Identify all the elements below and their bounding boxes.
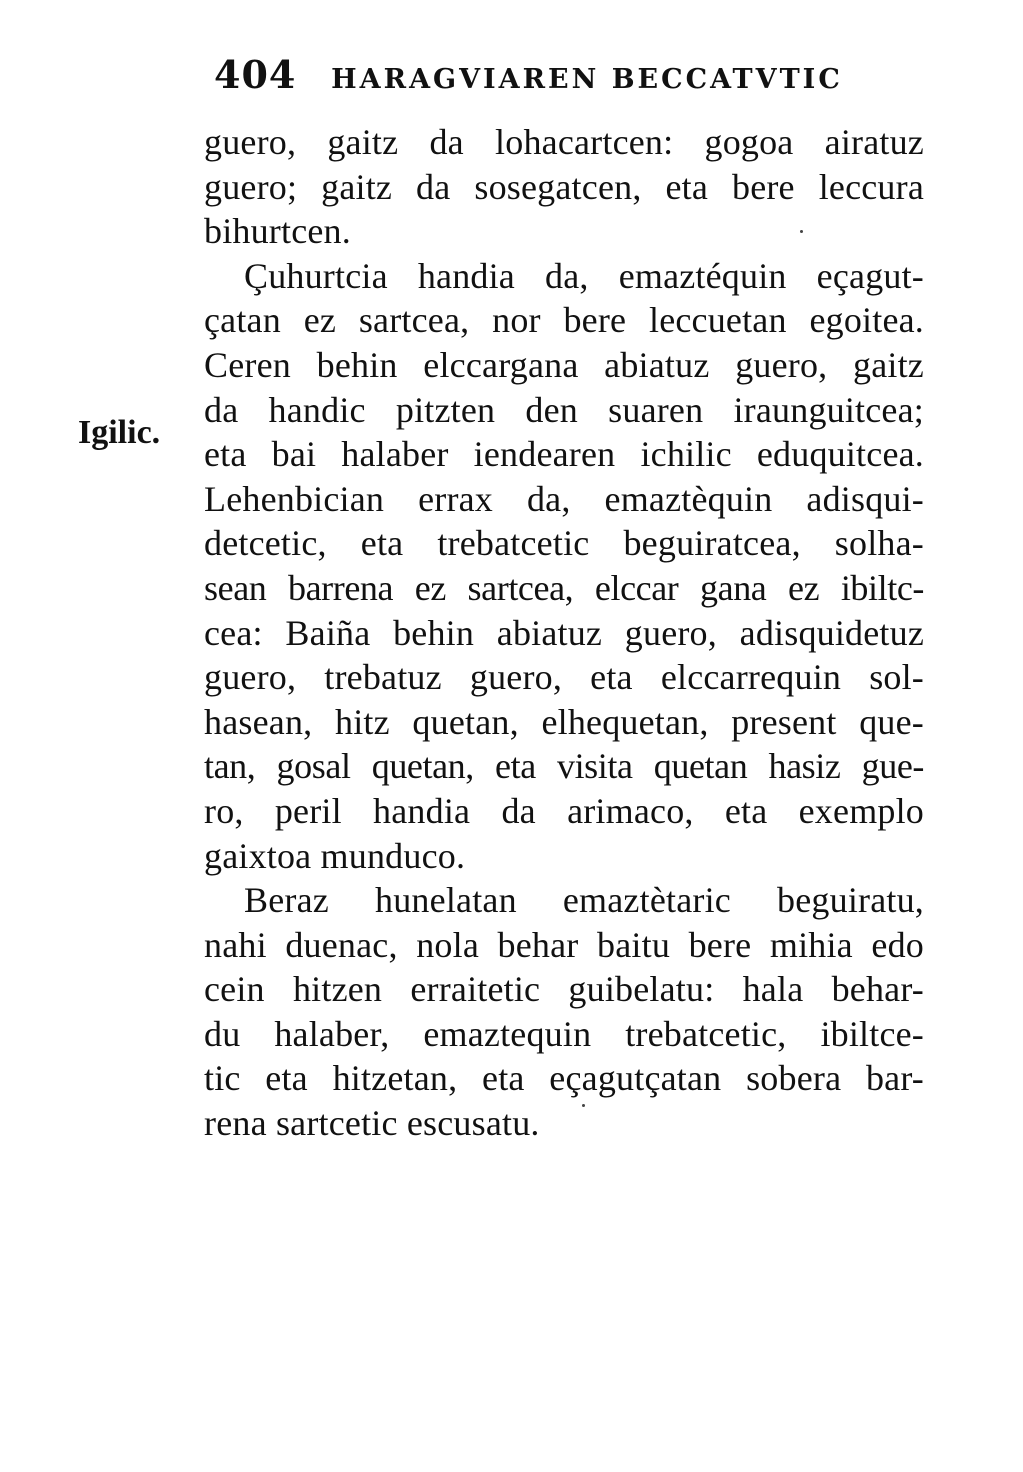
page-header [214, 52, 843, 97]
ink-speck [582, 1104, 585, 1107]
page-number: 404 [214, 52, 297, 97]
text-line: tic eta hitzetan, eta eçagutçatan sobera bar- [204, 1058, 924, 1099]
text-line: detcetic, eta trebatcetic beguiratcea, solha- [204, 523, 924, 564]
text-line: gaixtoa munduco. [204, 835, 466, 876]
text-line: tan, gosal quetan, eta visita quetan hasiz gue- [204, 746, 924, 787]
ink-speck [800, 230, 803, 233]
text-line: guero; gaitz da sosegatcen, eta bere leccura [204, 166, 924, 207]
text-line: Çuhurtcia handia da, emaztéquin eçagut- [244, 255, 924, 296]
text-line: hasean, hitz quetan, elhequetan, present que- [204, 701, 924, 742]
text-line: Ceren behin elccargana abiatuz guero, gaitz [204, 344, 924, 385]
text-line: çatan ez sartcea, nor bere leccuetan egoitea. [204, 300, 924, 341]
text-line: sean barrena ez sartcea, elccar gana ez ibiltc- [204, 567, 924, 608]
text-line: Lehenbician errax da, emaztèquin adisqui- [204, 478, 924, 519]
text-line: rena sartcetic escusatu. [204, 1103, 540, 1144]
margin-note: Igilic. [78, 414, 161, 451]
text-line: eta bai halaber iendearen ichilic eduquitcea. [204, 434, 924, 475]
text-line: da handic pitzten den suaren iraunguitcea; [204, 389, 924, 430]
text-line: bihurtcen. [204, 211, 351, 252]
running-title: HARAGVIAREN BECCATVTIC [331, 64, 843, 95]
text-line: cea: Baiña behin abiatuz guero, adisquidetuz [204, 612, 924, 653]
text-line: cein hitzen erraitetic guibelatu: hala behar- [204, 969, 924, 1010]
text-line: du halaber, emaztequin trebatcetic, ibiltce- [204, 1013, 924, 1054]
text-line: guero, trebatuz guero, eta elccarrequin sol- [204, 657, 924, 698]
text-line: guero, gaitz da lohacartcen: gogoa airatuz [204, 122, 924, 162]
text-line: ro, peril handia da arimaco, eta exemplo [204, 790, 924, 831]
text-line: Beraz hunelatan emaztètaric beguiratu, [244, 880, 924, 921]
body-text [204, 120, 924, 1146]
text-line: nahi duenac, nola behar baitu bere mihia edo [204, 924, 924, 965]
